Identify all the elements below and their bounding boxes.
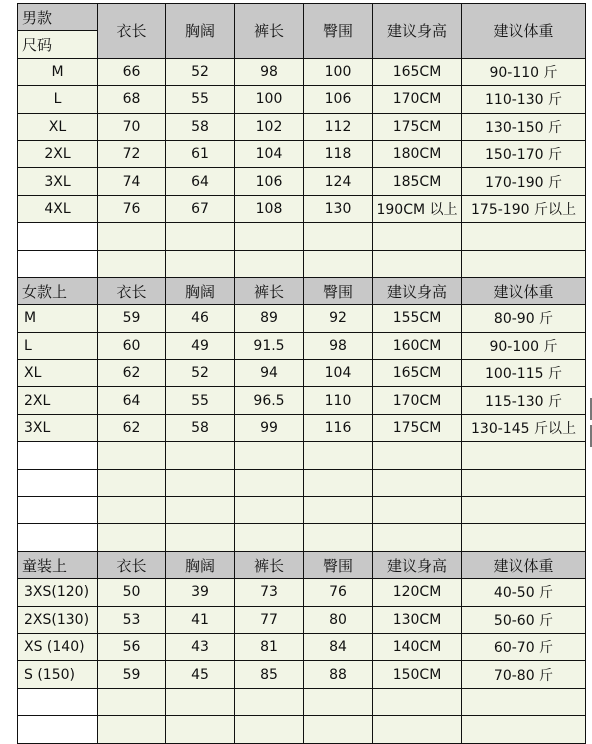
men-measurement: 74 — [98, 168, 166, 195]
women-measurement: 64 — [98, 387, 166, 414]
men-size-label: XL — [18, 113, 98, 140]
blank-cell — [98, 442, 166, 469]
men-measurement: 70 — [98, 113, 166, 140]
men-measurement: 180CM — [373, 140, 462, 167]
blank-cell — [462, 223, 586, 250]
blank-cell — [18, 223, 98, 250]
blank-cell — [166, 250, 235, 277]
kids-measurement: 81 — [235, 633, 304, 660]
women-measurement: 99 — [235, 414, 304, 441]
kids-header-cell: 童装上 — [18, 551, 98, 578]
women-size-label: XL — [18, 360, 98, 387]
men-measurement: 64 — [166, 168, 235, 195]
men-measurement: 170CM — [373, 86, 462, 113]
kids-measurement: 130CM — [373, 606, 462, 633]
blank-cell — [462, 497, 586, 524]
men-measurement: 175CM — [373, 113, 462, 140]
women-measurement: 89 — [235, 305, 304, 332]
women-header-cell: 裤长 — [235, 277, 304, 304]
kids-measurement: 45 — [166, 661, 235, 688]
women-measurement: 110 — [304, 387, 373, 414]
blank-cell — [304, 524, 373, 551]
women-header-cell: 建议身高 — [373, 277, 462, 304]
blank-row — [18, 524, 586, 551]
men-header-cell: 衣长 — [98, 4, 166, 59]
women-measurement: 46 — [166, 305, 235, 332]
women-header-cell: 胸阔 — [166, 277, 235, 304]
blank-row — [18, 250, 586, 277]
men-size-row — [18, 86, 586, 113]
women-size-row — [18, 414, 586, 441]
blank-cell — [18, 469, 98, 496]
kids-header-cell: 臀围 — [304, 551, 373, 578]
blank-cell — [18, 524, 98, 551]
men-size-row — [18, 113, 586, 140]
blank-cell — [98, 469, 166, 496]
kids-header-row — [18, 551, 586, 578]
kids-size-row — [18, 579, 586, 606]
men-size-row — [18, 58, 586, 85]
kids-size-label: XS (140) — [18, 633, 98, 660]
blank-cell — [462, 469, 586, 496]
women-measurement: 165CM — [373, 360, 462, 387]
women-measurement: 52 — [166, 360, 235, 387]
men-measurement: 106 — [304, 86, 373, 113]
men-size-label: 4XL — [18, 195, 98, 222]
blank-cell — [304, 250, 373, 277]
men-header-cell: 胸阔 — [166, 4, 235, 59]
men-size-label: L — [18, 86, 98, 113]
blank-row — [18, 469, 586, 496]
men-measurement: 110-130 斤 — [462, 86, 586, 113]
kids-measurement: 140CM — [373, 633, 462, 660]
women-measurement: 55 — [166, 387, 235, 414]
kids-measurement: 77 — [235, 606, 304, 633]
kids-measurement: 50 — [98, 579, 166, 606]
men-measurement: 55 — [166, 86, 235, 113]
men-header-cell: 尺码 — [18, 31, 98, 58]
kids-measurement: 41 — [166, 606, 235, 633]
women-measurement: 60 — [98, 332, 166, 359]
kids-measurement: 120CM — [373, 579, 462, 606]
blank-cell — [166, 524, 235, 551]
blank-cell — [304, 442, 373, 469]
women-measurement: 49 — [166, 332, 235, 359]
women-measurement: 58 — [166, 414, 235, 441]
blank-cell — [18, 250, 98, 277]
men-measurement: 100 — [304, 58, 373, 85]
kids-measurement: 60-70 斤 — [462, 633, 586, 660]
men-measurement: 76 — [98, 195, 166, 222]
blank-row — [18, 688, 586, 715]
men-measurement: 66 — [98, 58, 166, 85]
kids-measurement: 43 — [166, 633, 235, 660]
women-measurement: 91.5 — [235, 332, 304, 359]
women-size-label: 3XL — [18, 414, 98, 441]
kids-measurement: 85 — [235, 661, 304, 688]
women-measurement: 62 — [98, 414, 166, 441]
women-size-label: M — [18, 305, 98, 332]
men-size-label: 2XL — [18, 140, 98, 167]
blank-cell — [235, 524, 304, 551]
blank-cell — [166, 442, 235, 469]
blank-cell — [235, 688, 304, 715]
blank-cell — [373, 223, 462, 250]
kids-size-row — [18, 633, 586, 660]
blank-cell — [18, 716, 98, 743]
women-measurement: 170CM — [373, 387, 462, 414]
men-measurement: 150-170 斤 — [462, 140, 586, 167]
blank-cell — [235, 469, 304, 496]
women-measurement: 115-130 斤 — [462, 387, 586, 414]
blank-cell — [166, 469, 235, 496]
blank-cell — [166, 716, 235, 743]
kids-measurement: 40-50 斤 — [462, 579, 586, 606]
men-measurement: 130 — [304, 195, 373, 222]
kids-measurement: 50-60 斤 — [462, 606, 586, 633]
blank-cell — [462, 688, 586, 715]
blank-cell — [98, 250, 166, 277]
blank-cell — [373, 497, 462, 524]
women-header-cell: 衣长 — [98, 277, 166, 304]
men-measurement: 100 — [235, 86, 304, 113]
blank-cell — [235, 223, 304, 250]
blank-cell — [98, 223, 166, 250]
women-header-cell: 建议体重 — [462, 277, 586, 304]
blank-cell — [18, 497, 98, 524]
kids-measurement: 76 — [304, 579, 373, 606]
men-measurement: 106 — [235, 168, 304, 195]
women-measurement: 130-145 斤以上 — [462, 414, 586, 441]
kids-size-label: S (150) — [18, 661, 98, 688]
blank-cell — [373, 469, 462, 496]
blank-cell — [235, 716, 304, 743]
kids-measurement: 39 — [166, 579, 235, 606]
men-size-row — [18, 168, 586, 195]
men-header-cell: 建议体重 — [462, 4, 586, 59]
men-measurement: 52 — [166, 58, 235, 85]
blank-cell — [373, 524, 462, 551]
blank-cell — [462, 250, 586, 277]
blank-cell — [166, 223, 235, 250]
women-measurement: 160CM — [373, 332, 462, 359]
size-chart-body — [18, 4, 586, 744]
blank-cell — [304, 688, 373, 715]
women-size-row — [18, 305, 586, 332]
blank-cell — [235, 442, 304, 469]
women-header-cell: 女款上 — [18, 277, 98, 304]
women-size-row — [18, 332, 586, 359]
men-measurement: 165CM — [373, 58, 462, 85]
kids-measurement: 56 — [98, 633, 166, 660]
women-header-cell: 臀围 — [304, 277, 373, 304]
blank-cell — [304, 469, 373, 496]
kids-size-row — [18, 661, 586, 688]
blank-cell — [98, 524, 166, 551]
men-measurement: 130-150 斤 — [462, 113, 586, 140]
men-header-cell: 建议身高 — [373, 4, 462, 59]
women-measurement: 94 — [235, 360, 304, 387]
kids-measurement: 80 — [304, 606, 373, 633]
blank-cell — [304, 716, 373, 743]
kids-measurement: 70-80 斤 — [462, 661, 586, 688]
kids-measurement: 59 — [98, 661, 166, 688]
kids-header-cell: 建议体重 — [462, 551, 586, 578]
men-size-row — [18, 140, 586, 167]
women-measurement: 155CM — [373, 305, 462, 332]
kids-header-cell: 裤长 — [235, 551, 304, 578]
women-measurement: 92 — [304, 305, 373, 332]
women-measurement: 98 — [304, 332, 373, 359]
kids-size-label: 3XS(120) — [18, 579, 98, 606]
men-header-cell: 裤长 — [235, 4, 304, 59]
women-measurement: 175CM — [373, 414, 462, 441]
women-measurement: 59 — [98, 305, 166, 332]
kids-header-cell: 建议身高 — [373, 551, 462, 578]
blank-row — [18, 223, 586, 250]
men-measurement: 124 — [304, 168, 373, 195]
women-size-label: L — [18, 332, 98, 359]
blank-cell — [304, 497, 373, 524]
men-size-label: M — [18, 58, 98, 85]
kids-header-cell: 衣长 — [98, 551, 166, 578]
men-measurement: 72 — [98, 140, 166, 167]
blank-cell — [373, 250, 462, 277]
kids-measurement: 73 — [235, 579, 304, 606]
size-chart-table — [17, 3, 586, 744]
blank-cell — [462, 442, 586, 469]
men-measurement: 170-190 斤 — [462, 168, 586, 195]
men-size-row — [18, 195, 586, 222]
blank-cell — [373, 442, 462, 469]
men-measurement: 98 — [235, 58, 304, 85]
men-header-cell: 臀围 — [304, 4, 373, 59]
blank-cell — [235, 250, 304, 277]
blank-row — [18, 716, 586, 743]
men-measurement: 118 — [304, 140, 373, 167]
men-title: 男款 — [18, 4, 98, 31]
women-size-row — [18, 360, 586, 387]
women-measurement: 104 — [304, 360, 373, 387]
blank-cell — [373, 688, 462, 715]
kids-measurement: 150CM — [373, 661, 462, 688]
kids-size-label: 2XS(130) — [18, 606, 98, 633]
women-size-row — [18, 387, 586, 414]
kids-measurement: 84 — [304, 633, 373, 660]
men-measurement: 102 — [235, 113, 304, 140]
women-size-label: 2XL — [18, 387, 98, 414]
women-measurement: 100-115 斤 — [462, 360, 586, 387]
women-measurement: 80-90 斤 — [462, 305, 586, 332]
men-measurement: 104 — [235, 140, 304, 167]
men-measurement: 190CM 以上 — [373, 195, 462, 222]
men-measurement: 185CM — [373, 168, 462, 195]
kids-header-cell: 胸阔 — [166, 551, 235, 578]
women-measurement: 116 — [304, 414, 373, 441]
blank-cell — [18, 688, 98, 715]
blank-cell — [235, 497, 304, 524]
kids-size-row — [18, 606, 586, 633]
men-measurement: 58 — [166, 113, 235, 140]
women-header-row — [18, 277, 586, 304]
men-measurement: 68 — [98, 86, 166, 113]
blank-cell — [462, 716, 586, 743]
women-measurement: 96.5 — [235, 387, 304, 414]
men-measurement: 67 — [166, 195, 235, 222]
blank-cell — [166, 497, 235, 524]
men-measurement: 108 — [235, 195, 304, 222]
blank-row — [18, 442, 586, 469]
men-measurement: 112 — [304, 113, 373, 140]
blank-cell — [98, 688, 166, 715]
blank-cell — [98, 497, 166, 524]
blank-row — [18, 497, 586, 524]
men-measurement: 175-190 斤以上 — [462, 195, 586, 222]
women-measurement: 62 — [98, 360, 166, 387]
men-size-label: 3XL — [18, 168, 98, 195]
men-measurement: 61 — [166, 140, 235, 167]
women-measurement: 90-100 斤 — [462, 332, 586, 359]
blank-cell — [373, 716, 462, 743]
blank-cell — [98, 716, 166, 743]
blank-cell — [462, 524, 586, 551]
kids-measurement: 88 — [304, 661, 373, 688]
men-measurement: 90-110 斤 — [462, 58, 586, 85]
blank-cell — [304, 223, 373, 250]
men-title-row — [18, 4, 586, 31]
kids-measurement: 53 — [98, 606, 166, 633]
blank-cell — [166, 688, 235, 715]
blank-cell — [18, 442, 98, 469]
